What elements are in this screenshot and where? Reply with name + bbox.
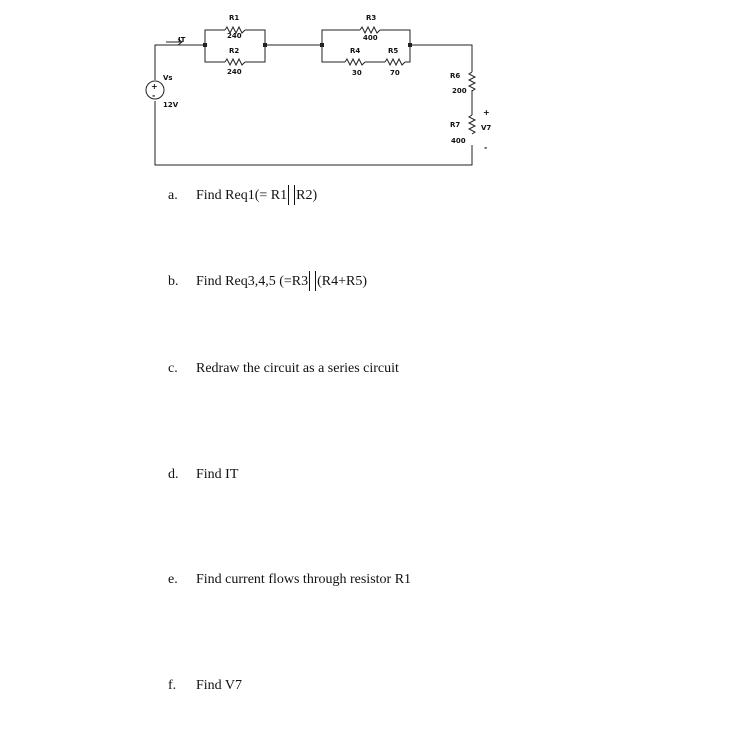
question-text: Redraw the circuit as a series circuit <box>196 361 399 376</box>
r2-resistor <box>225 59 245 65</box>
question-f <box>168 678 242 694</box>
parallel-symbol-icon <box>288 185 295 205</box>
r1-value: 240 <box>227 32 242 40</box>
v7-minus: - <box>484 143 488 152</box>
r6-value: 200 <box>452 87 467 95</box>
question-letter: e. <box>168 572 178 587</box>
wire-right-top <box>410 45 472 72</box>
wire-r5-right <box>405 45 410 62</box>
r6-resistor <box>469 72 475 91</box>
r5-value: 70 <box>390 69 400 77</box>
node-dot <box>320 43 324 47</box>
parallel-symbol-icon <box>309 271 316 291</box>
question-text: Find IT <box>196 467 239 482</box>
r7-resistor <box>469 115 475 134</box>
question-text: Find current flows through resistor R1 <box>196 572 412 587</box>
wire-r2-right <box>245 45 265 62</box>
node-dot <box>203 43 207 47</box>
question-letter: f. <box>168 678 177 693</box>
wire-r3-left <box>322 30 360 45</box>
r4-name: R4 <box>350 47 361 55</box>
current-label: IT <box>178 36 186 44</box>
circuit-diagram <box>0 0 736 210</box>
r3-resistor <box>360 27 380 33</box>
wire-r2-left <box>205 45 225 62</box>
r5-resistor <box>385 59 405 65</box>
r3-value: 400 <box>363 34 378 42</box>
question-d <box>168 467 238 483</box>
wire-r1-left <box>205 30 225 45</box>
wire-r1-right <box>245 30 265 45</box>
question-text-pre: Find Req3,4,5 (=R3 <box>196 274 309 290</box>
question-b <box>168 272 367 292</box>
question-text-post: (R4+R5) <box>317 274 368 290</box>
r6-name: R6 <box>450 72 461 80</box>
node-dot <box>408 43 412 47</box>
source-plus: + <box>151 82 158 91</box>
question-a <box>168 186 317 206</box>
r2-name: R2 <box>229 47 240 55</box>
source-minus: - <box>152 91 156 100</box>
question-c <box>168 361 399 377</box>
source-value: 12V <box>163 101 179 109</box>
wire-r4-left <box>322 45 345 62</box>
wire-r3-right <box>380 30 410 45</box>
source-name: Vs <box>163 74 173 82</box>
question-letter: c. <box>168 361 178 376</box>
wire-left-bottom <box>155 101 472 165</box>
r5-name: R5 <box>388 47 399 55</box>
r7-value: 400 <box>451 137 466 145</box>
r1-name: R1 <box>229 14 240 22</box>
r2-value: 240 <box>227 68 242 76</box>
r4-resistor <box>345 59 365 65</box>
question-text-post: R2) <box>296 188 318 204</box>
v7-plus: + <box>483 108 490 117</box>
question-text-pre: Find Req1(= R1 <box>196 188 288 204</box>
r7-name: R7 <box>450 121 461 129</box>
question-letter: d. <box>168 467 179 482</box>
r4-value: 30 <box>352 69 362 77</box>
question-letter: a. <box>168 188 178 204</box>
question-text: Find V7 <box>196 678 243 693</box>
question-letter: b. <box>168 274 179 290</box>
node-dot <box>263 43 267 47</box>
question-e <box>168 572 411 588</box>
r3-name: R3 <box>366 14 377 22</box>
v7-label: V7 <box>481 124 492 132</box>
